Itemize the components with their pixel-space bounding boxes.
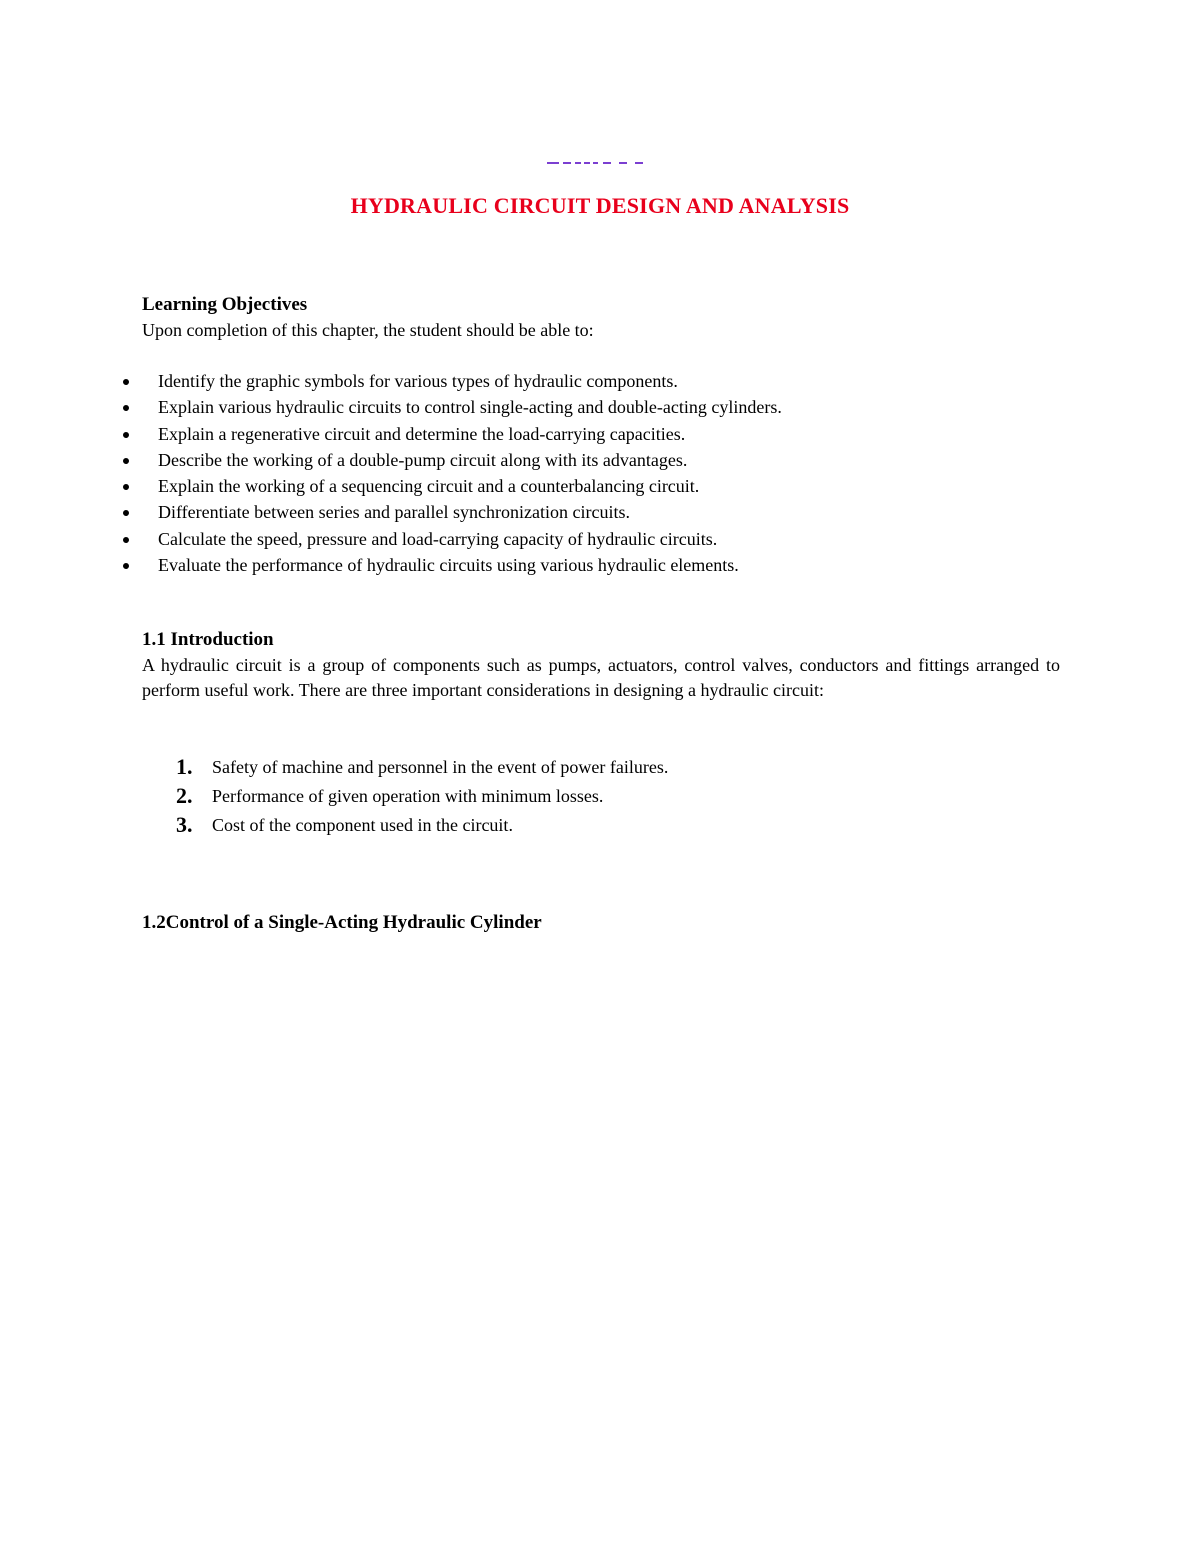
list-item — [176, 811, 1036, 840]
list-item — [120, 447, 1020, 473]
list-item — [120, 526, 1020, 552]
learning-objectives-list — [120, 368, 1020, 578]
introduction-paragraph: A hydraulic circuit is a group of components such as pumps, actuators, control valves, conductors and fittings arranged to perform useful work. There are three important considerations in designing a hydraulic circuit: — [142, 655, 1060, 700]
list-item-text: Evaluate the performance of hydraulic circuits using various hydraulic elements. — [158, 555, 739, 576]
list-number: 1. — [176, 754, 193, 779]
list-item — [120, 552, 1020, 578]
bullet-icon — [123, 510, 129, 516]
learning-objectives-section — [142, 292, 1060, 343]
bullet-icon — [123, 379, 129, 385]
list-item-text: Safety of machine and personnel in the event of power failures. — [212, 757, 669, 777]
bullet-icon — [123, 537, 129, 543]
list-item-text: Explain various hydraulic circuits to control single-acting and double-acting cylinders. — [158, 397, 782, 418]
bullet-icon — [123, 484, 129, 490]
list-item-text: Explain the working of a sequencing circuit and a counterbalancing circuit. — [158, 476, 700, 497]
document-title: HYDRAULIC CIRCUIT DESIGN AND ANALYSIS — [350, 193, 850, 218]
list-item-text: Explain a regenerative circuit and determine the load-carrying capacities. — [158, 423, 686, 444]
introduction-section — [142, 627, 1060, 703]
list-item-text: Cost of the component used in the circuit. — [212, 815, 513, 835]
single-acting-section — [142, 910, 1060, 936]
list-item — [176, 753, 1036, 782]
bullet-icon — [123, 432, 129, 438]
learning-objectives-intro: Upon completion of this chapter, the student should be able to: — [142, 320, 594, 340]
list-number: 3. — [176, 812, 193, 837]
list-item — [120, 394, 1020, 420]
list-item — [120, 473, 1020, 499]
learning-objectives-heading: Learning Objectives — [142, 294, 308, 315]
introduction-heading: 1.1 Introduction — [142, 629, 274, 650]
bullet-icon — [123, 563, 129, 569]
bullet-icon — [123, 458, 129, 464]
list-item — [120, 499, 1020, 525]
list-item-text: Describe the working of a double-pump circuit along with its advantages. — [158, 449, 688, 470]
considerations-list — [176, 753, 1036, 840]
list-item-text: Identify the graphic symbols for various types of hydraulic components. — [158, 371, 678, 391]
list-item-text: Calculate the speed, pressure and load-carrying capacity of hydraulic circuits. — [158, 528, 718, 549]
list-item — [120, 421, 1020, 447]
list-item-text: Differentiate between series and parallel synchronization circuits. — [158, 502, 630, 523]
list-item — [120, 368, 1020, 394]
chapter-marker — [547, 161, 653, 165]
single-acting-heading: 1.2Control of a Single-Acting Hydraulic Cylinder — [142, 912, 542, 933]
list-item-text: Performance of given operation with minimum losses. — [212, 786, 604, 806]
bullet-icon — [123, 405, 129, 411]
list-item — [176, 782, 1036, 811]
list-number: 2. — [176, 783, 193, 808]
